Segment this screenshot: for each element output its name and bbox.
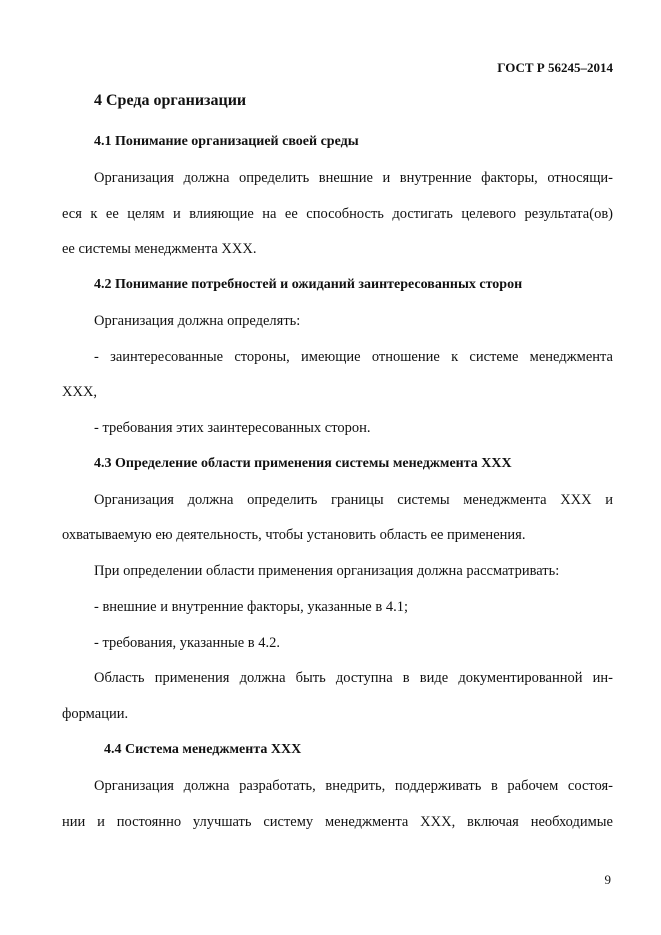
page-number: 9	[604, 872, 611, 887]
document-header-id: ГОСТ Р 56245–2014	[497, 60, 613, 75]
section-4-1-paragraph-line: Организация должна определить внешние и внутренние факторы, относящи-	[94, 170, 613, 186]
section-4-4-paragraph-line: нии и постоянно улучшать систему менеджмента ХХХ, включая необходимые	[62, 814, 613, 830]
section-4-4-paragraph-line: Организация должна разработать, внедрить, поддерживать в рабочем состоя-	[94, 778, 613, 794]
section-4-1-heading: 4.1 Понимание организацией своей среды	[94, 134, 359, 149]
section-4-3-heading: 4.3 Определение области применения системы менеджмента ХХХ	[94, 456, 512, 471]
section-4-heading: 4 Среда организации	[94, 92, 247, 109]
section-4-3-paragraph: При определении области применения организация должна рассматривать:	[94, 563, 560, 579]
section-4-3-list-item: - внешние и внутренние факторы, указанные в 4.1;	[94, 599, 408, 615]
section-4-3-paragraph-line: формации.	[62, 706, 129, 722]
section-4-1-paragraph-line: ее системы менеджмента ХХХ.	[62, 241, 257, 257]
section-4-2-list-item: - заинтересованные стороны, имеющие отношение к системе менеджмента	[94, 349, 613, 365]
section-4-3-paragraph-line: охватываемую ею деятельность, чтобы установить область ее применения.	[62, 527, 526, 543]
section-4-3-paragraph-line: Область применения должна быть доступна в виде документированной ин-	[94, 670, 613, 686]
section-4-2-heading: 4.2 Понимание потребностей и ожиданий заинтересованных сторон	[94, 277, 523, 292]
section-4-2-list-item-cont: ХХХ,	[62, 384, 98, 400]
section-4-2-list-item: - требования этих заинтересованных сторон.	[94, 420, 371, 436]
section-4-3-list-item: - требования, указанные в 4.2.	[94, 635, 281, 651]
section-4-4-heading: 4.4 Система менеджмента ХХХ	[104, 742, 302, 757]
section-4-3-paragraph-line: Организация должна определить границы системы менеджмента ХХХ и	[94, 492, 613, 508]
section-4-1-paragraph-line: еся к ее целям и влияющие на ее способность достигать целевого результата(ов)	[62, 206, 613, 222]
section-4-2-paragraph: Организация должна определять:	[94, 313, 301, 329]
